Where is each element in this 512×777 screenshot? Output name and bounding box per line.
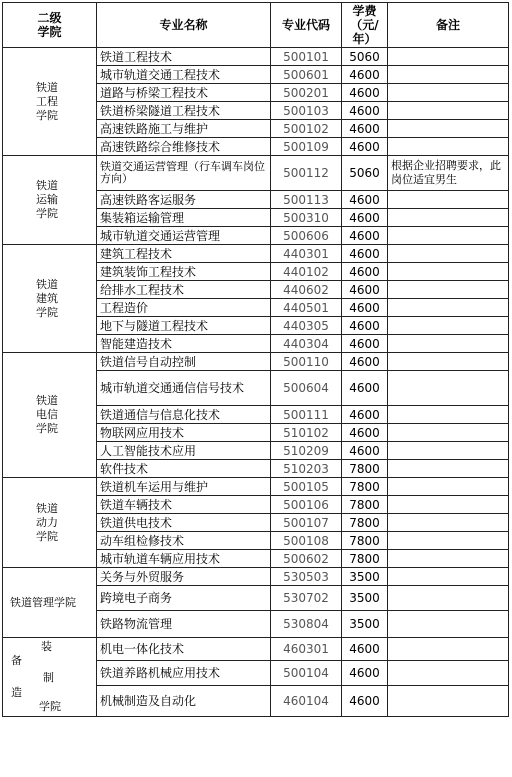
- fee-cell: 4600: [342, 245, 388, 263]
- note-cell: [388, 335, 509, 353]
- fee-cell: 3500: [342, 568, 388, 586]
- code-cell: 500103: [271, 102, 342, 120]
- college-cell: 铁道电信学院: [3, 353, 97, 478]
- fee-cell: 4600: [342, 120, 388, 138]
- note-cell: [388, 48, 509, 66]
- note-cell: [388, 638, 509, 661]
- code-cell: 500201: [271, 84, 342, 102]
- code-cell: 500107: [271, 514, 342, 532]
- major-cell: 动车组检修技术: [97, 532, 271, 550]
- code-cell: 440602: [271, 281, 342, 299]
- major-cell: 跨境电子商务: [97, 586, 271, 611]
- code-cell: 530503: [271, 568, 342, 586]
- fee-cell: 4600: [342, 191, 388, 209]
- fee-cell: 4600: [342, 299, 388, 317]
- note-cell: [388, 209, 509, 227]
- major-cell: 铁道通信与信息化技术: [97, 406, 271, 424]
- table-row: [3, 156, 509, 191]
- code-cell: 500105: [271, 478, 342, 496]
- note-cell: [388, 550, 509, 568]
- note-cell: [388, 442, 509, 460]
- fee-cell: 4600: [342, 442, 388, 460]
- major-cell: 铁道桥梁隧道工程技术: [97, 102, 271, 120]
- fee-cell: 4600: [342, 66, 388, 84]
- code-cell: 500113: [271, 191, 342, 209]
- fee-cell: 4600: [342, 638, 388, 661]
- code-cell: 440304: [271, 335, 342, 353]
- major-cell: 城市轨道交通通信信号技术: [97, 371, 271, 406]
- note-cell: 根据企业招聘要求，此岗位适宜男生: [388, 156, 509, 191]
- major-cell: 工程造价: [97, 299, 271, 317]
- table-row: [3, 353, 509, 371]
- major-cell: 人工智能技术应用: [97, 442, 271, 460]
- major-cell: 建筑装饰工程技术: [97, 263, 271, 281]
- fee-cell: 7800: [342, 514, 388, 532]
- major-cell: 铁道交通运营管理（行车调车岗位方向）: [97, 156, 271, 191]
- code-cell: 500112: [271, 156, 342, 191]
- fee-cell: 4600: [342, 661, 388, 686]
- fee-cell: 4600: [342, 424, 388, 442]
- fee-cell: 4600: [342, 335, 388, 353]
- fee-cell: 5060: [342, 48, 388, 66]
- major-cell: 高速铁路施工与维护: [97, 120, 271, 138]
- college-char: 造: [11, 686, 22, 699]
- fee-cell: 4600: [342, 371, 388, 406]
- major-cell: 物联网应用技术: [97, 424, 271, 442]
- major-cell: 城市轨道交通工程技术: [97, 66, 271, 84]
- college-char: 制: [43, 671, 54, 684]
- major-cell: 机电一体化技术: [97, 638, 271, 661]
- note-cell: [388, 371, 509, 406]
- major-cell: 集装箱运输管理: [97, 209, 271, 227]
- major-cell: 铁道养路机械应用技术: [97, 661, 271, 686]
- fee-cell: 4600: [342, 227, 388, 245]
- note-cell: [388, 299, 509, 317]
- major-cell: 铁道供电技术: [97, 514, 271, 532]
- note-cell: [388, 586, 509, 611]
- tuition-table-sheet: [2, 2, 508, 717]
- table-row: [3, 568, 509, 586]
- header-major: 专业名称: [97, 3, 271, 48]
- note-cell: [388, 120, 509, 138]
- tuition-table: [2, 2, 509, 717]
- college-cell: [3, 638, 97, 717]
- note-cell: [388, 514, 509, 532]
- table-row: [3, 245, 509, 263]
- group-railway-telecom: [3, 353, 509, 478]
- note-cell: [388, 460, 509, 478]
- code-cell: 500104: [271, 661, 342, 686]
- code-cell: 500109: [271, 138, 342, 156]
- major-cell: 城市轨道交通运营管理: [97, 227, 271, 245]
- note-cell: [388, 686, 509, 717]
- note-cell: [388, 611, 509, 638]
- header-row: [3, 3, 509, 48]
- code-cell: 530804: [271, 611, 342, 638]
- college-cell: 铁道运输学院: [3, 156, 97, 245]
- fee-cell: 4600: [342, 406, 388, 424]
- major-cell: 铁道工程技术: [97, 48, 271, 66]
- college-cell: 铁道动力学院: [3, 478, 97, 568]
- fee-cell: 7800: [342, 478, 388, 496]
- code-cell: 510203: [271, 460, 342, 478]
- code-cell: 440501: [271, 299, 342, 317]
- table-row: [3, 638, 509, 661]
- code-cell: 440102: [271, 263, 342, 281]
- note-cell: [388, 191, 509, 209]
- fee-cell: 4600: [342, 138, 388, 156]
- note-cell: [388, 263, 509, 281]
- fee-cell: 4600: [342, 84, 388, 102]
- note-cell: [388, 424, 509, 442]
- code-cell: 440305: [271, 317, 342, 335]
- major-cell: 关务与外贸服务: [97, 568, 271, 586]
- college-cell: 铁道建筑学院: [3, 245, 97, 353]
- fee-cell: 4600: [342, 686, 388, 717]
- note-cell: [388, 84, 509, 102]
- major-cell: 铁路物流管理: [97, 611, 271, 638]
- note-cell: [388, 281, 509, 299]
- group-railway-engineering: [3, 48, 509, 156]
- header-note: 备注: [388, 3, 509, 48]
- table-row: [3, 48, 509, 66]
- fee-cell: 7800: [342, 460, 388, 478]
- major-cell: 铁道车辆技术: [97, 496, 271, 514]
- fee-cell: 3500: [342, 611, 388, 638]
- code-cell: 510102: [271, 424, 342, 442]
- note-cell: [388, 102, 509, 120]
- code-cell: 510209: [271, 442, 342, 460]
- code-cell: 500110: [271, 353, 342, 371]
- code-cell: 460301: [271, 638, 342, 661]
- major-cell: 地下与隧道工程技术: [97, 317, 271, 335]
- major-cell: 铁道机车运用与维护: [97, 478, 271, 496]
- header-code: 专业代码: [271, 3, 342, 48]
- code-cell: 460104: [271, 686, 342, 717]
- code-cell: 500111: [271, 406, 342, 424]
- note-cell: [388, 138, 509, 156]
- fee-cell: 4600: [342, 281, 388, 299]
- note-cell: [388, 406, 509, 424]
- major-cell: 铁道信号自动控制: [97, 353, 271, 371]
- group-railway-management: [3, 568, 509, 638]
- note-cell: [388, 568, 509, 586]
- fee-cell: 4600: [342, 353, 388, 371]
- major-cell: 高速铁路综合维修技术: [97, 138, 271, 156]
- major-cell: 高速铁路客运服务: [97, 191, 271, 209]
- fee-cell: 4600: [342, 209, 388, 227]
- note-cell: [388, 317, 509, 335]
- note-cell: [388, 532, 509, 550]
- code-cell: 500106: [271, 496, 342, 514]
- fee-cell: 7800: [342, 496, 388, 514]
- fee-cell: 7800: [342, 532, 388, 550]
- group-railway-transport: [3, 156, 509, 245]
- table-row: [3, 478, 509, 496]
- code-cell: 500310: [271, 209, 342, 227]
- fee-cell: 4600: [342, 263, 388, 281]
- header-college: 二级学院: [3, 3, 97, 48]
- note-cell: [388, 478, 509, 496]
- note-cell: [388, 353, 509, 371]
- group-equipment-manufacturing: [3, 638, 509, 717]
- fee-cell: 7800: [342, 550, 388, 568]
- code-cell: 500108: [271, 532, 342, 550]
- code-cell: 500601: [271, 66, 342, 84]
- header-fee: 学费（元/年）: [342, 3, 388, 48]
- code-cell: 500606: [271, 227, 342, 245]
- code-cell: 440301: [271, 245, 342, 263]
- major-cell: 软件技术: [97, 460, 271, 478]
- group-railway-construction: [3, 245, 509, 353]
- major-cell: 机械制造及自动化: [97, 686, 271, 717]
- fee-cell: 5060: [342, 156, 388, 191]
- note-cell: [388, 245, 509, 263]
- note-cell: [388, 661, 509, 686]
- major-cell: 道路与桥梁工程技术: [97, 84, 271, 102]
- code-cell: 500602: [271, 550, 342, 568]
- code-cell: 530702: [271, 586, 342, 611]
- code-cell: 500102: [271, 120, 342, 138]
- major-cell: 智能建造技术: [97, 335, 271, 353]
- major-cell: 建筑工程技术: [97, 245, 271, 263]
- college-char: 装: [41, 640, 52, 653]
- college-char: 学院: [39, 700, 61, 713]
- fee-cell: 4600: [342, 317, 388, 335]
- code-cell: 500101: [271, 48, 342, 66]
- fee-cell: 4600: [342, 102, 388, 120]
- note-cell: [388, 496, 509, 514]
- college-cell: 铁道工程学院: [3, 48, 97, 156]
- note-cell: [388, 227, 509, 245]
- college-cell: 铁道管理学院: [3, 568, 97, 638]
- college-char: 备: [11, 654, 22, 667]
- code-cell: 500604: [271, 371, 342, 406]
- fee-cell: 3500: [342, 586, 388, 611]
- major-cell: 给排水工程技术: [97, 281, 271, 299]
- major-cell: 城市轨道车辆应用技术: [97, 550, 271, 568]
- note-cell: [388, 66, 509, 84]
- group-railway-power: [3, 478, 509, 568]
